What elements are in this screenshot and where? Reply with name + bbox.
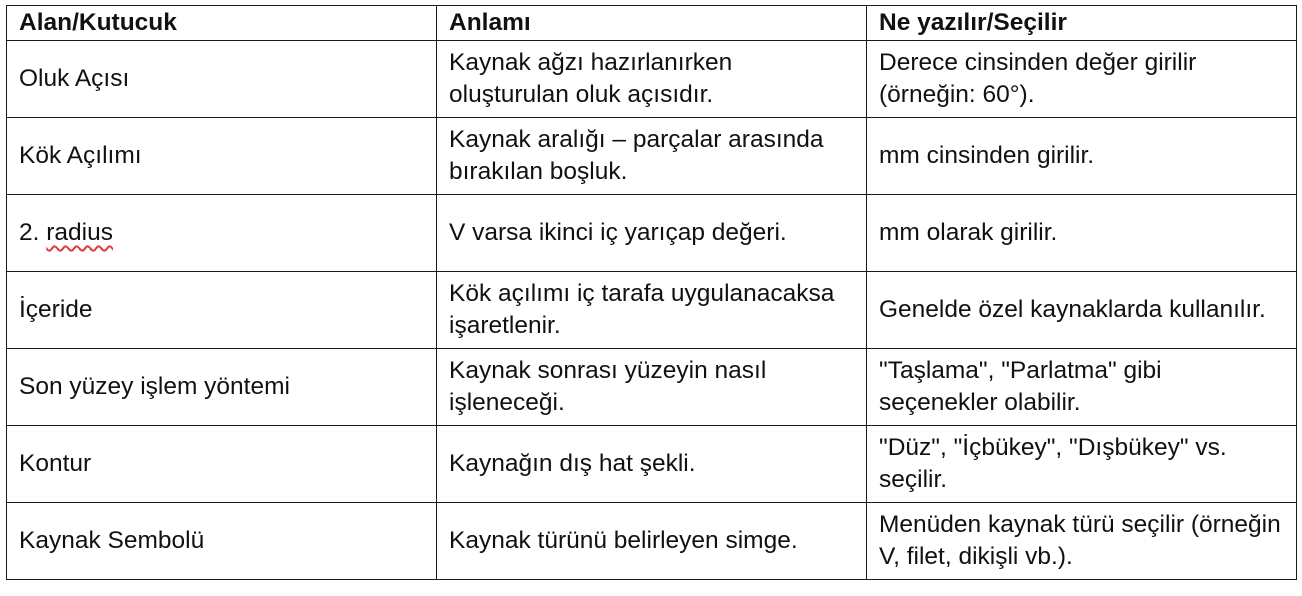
field-cell: Oluk Açısı <box>7 41 437 118</box>
header-meaning: Anlamı <box>437 6 867 41</box>
table-row <box>7 503 1297 580</box>
entry-cell: Genelde özel kaynaklarda kullanılır. <box>867 272 1297 349</box>
field-cell: Kontur <box>7 426 437 503</box>
entry-cell: Derece cinsinden değer girilir (örneğin: 60°). <box>867 41 1297 118</box>
meaning-cell: Kaynak türünü belirleyen simge. <box>437 503 867 580</box>
field-cell <box>7 195 437 272</box>
meaning-cell: Kaynak aralığı – parçalar arasında bırakılan boşluk. <box>437 118 867 195</box>
entry-cell: Menüden kaynak türü seçilir (örneğin V, filet, dikişli vb.). <box>867 503 1297 580</box>
entry-cell: mm olarak girilir. <box>867 195 1297 272</box>
field-cell: İçeride <box>7 272 437 349</box>
table-header-row <box>7 6 1297 41</box>
field-cell: Kök Açılımı <box>7 118 437 195</box>
meaning-cell: Kök açılımı iç tarafa uygulanacaksa işaretlenir. <box>437 272 867 349</box>
entry-cell: "Taşlama", "Parlatma" gibi seçenekler olabilir. <box>867 349 1297 426</box>
meaning-cell: Kaynağın dış hat şekli. <box>437 426 867 503</box>
table-row <box>7 272 1297 349</box>
header-field: Alan/Kutucuk <box>7 6 437 41</box>
field-reference-table <box>6 5 1297 580</box>
entry-cell: "Düz", "İçbükey", "Dışbükey" vs. seçilir. <box>867 426 1297 503</box>
header-entry: Ne yazılır/Seçilir <box>867 6 1297 41</box>
table-row <box>7 118 1297 195</box>
field-cell: Kaynak Sembolü <box>7 503 437 580</box>
entry-cell: mm cinsinden girilir. <box>867 118 1297 195</box>
table-row <box>7 195 1297 272</box>
table-row <box>7 426 1297 503</box>
spellcheck-flagged-word: radius <box>46 219 113 246</box>
meaning-cell: V varsa ikinci iç yarıçap değeri. <box>437 195 867 272</box>
field-cell: Son yüzey işlem yöntemi <box>7 349 437 426</box>
meaning-cell: Kaynak ağzı hazırlanırken oluşturulan oluk açısıdır. <box>437 41 867 118</box>
table-row <box>7 41 1297 118</box>
field-prefix: 2. <box>19 219 47 246</box>
meaning-cell: Kaynak sonrası yüzeyin nasıl işleneceği. <box>437 349 867 426</box>
table-row <box>7 349 1297 426</box>
